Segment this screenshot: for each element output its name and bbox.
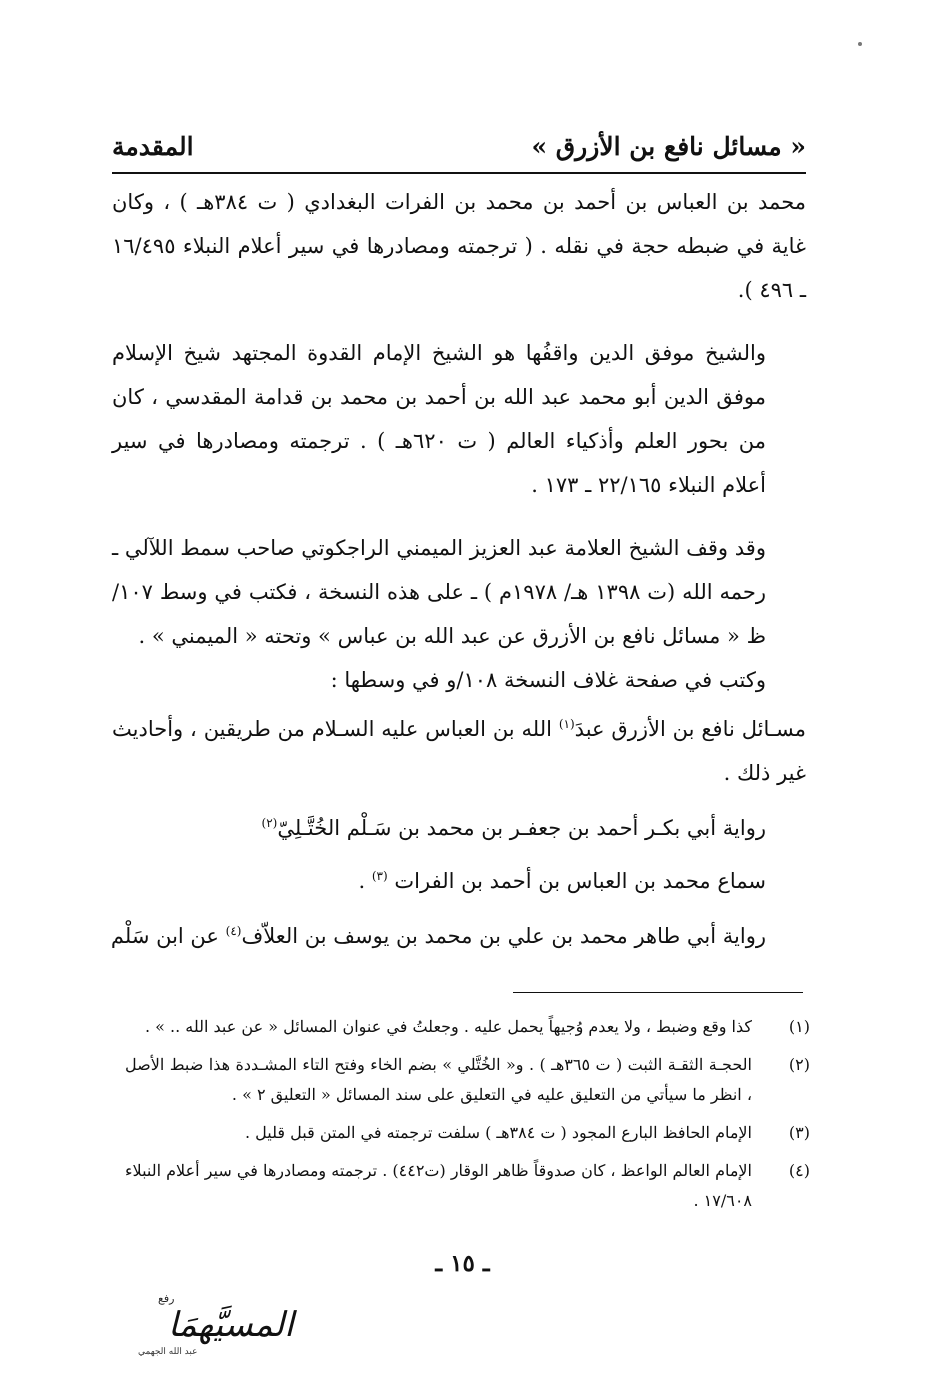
footnote-text: الحجـة الثقـة الثبت ( ت ٣٦٥هـ ) . و« الخُتَّلي » بضم الخاء وفتح التاء المشـددة هذا ضبط الأصل ، انظر ما سيأتي من التعليق عليه في التعليق على سند المسائل « التعليق ٢ » . [125,1055,753,1104]
scan-speck [858,42,862,46]
main-text [112,180,806,958]
footnote-ref-4: (٤) [225,924,242,938]
riwaya-1-text: رواية أبي بكـر أحمد بن جعفـر بن محمد بن سَـلْم الخُتَّـلِيّ [277,816,766,840]
footnote-number: (٤) [788,1161,810,1180]
footnote-number: (٣) [788,1123,810,1142]
footnote-3 [125,1118,810,1148]
samaa-text: سماع محمد بن العباس بن أحمد بن الفرات [394,869,766,893]
riwaya-line-1 [112,801,806,850]
stamp-graphic [8,1290,294,1362]
section-title: المقدمة [112,132,194,161]
cover-title [112,702,806,795]
stamp-top-text: رفع [158,1292,175,1305]
footnote-4 [125,1156,810,1216]
footnote-ref-2: (٢) [261,816,278,830]
samaa-line [112,854,806,903]
cover-title-part-1: مسـائل نافع بن الأزرق عبدَ [574,717,806,741]
samaa-end: . [358,869,372,893]
footnote-1 [125,1012,810,1042]
footnote-number: (٢) [788,1055,810,1074]
stamp-main-text: المسيَّهمَا [168,1305,294,1345]
header-rule [112,172,806,174]
uploader-stamp-logo [8,1290,294,1362]
footnote-rule [513,992,803,993]
book-title: « مسائل نافع بن الأزرق » [531,132,806,161]
running-header [112,132,806,172]
page-number: ـ ١٥ ـ [435,1250,490,1277]
riwaya-2-text: رواية أبي طاهر محمد بن علي بن محمد بن يوسف بن العلاّف [241,924,766,948]
paragraph-3: وقد وقف الشيخ العلامة عبد العزيز الميمني الراجكوتي صاحب سمط اللآلي ـ رحمه الله (ت ١٣٩٨ هـ/ ١٩٧٨م ) ـ على هذه النسخة ، فكتب في وسط ١٠٧/ظ « مسائل نافع بن الأزرق عن عبد الله بن عباس » وتحته « الميمني » . [112,536,767,648]
footnotes [125,1012,810,1224]
footnote-number: (١) [788,1017,810,1036]
paragraph-1: محمد بن العباس بن أحمد بن محمد بن الفرات البغدادي ( ت ٣٨٤هـ ) ، وكان غاية في ضبطه حجة في نقله . ( ترجمته ومصادرها في سير أعلام النبلاء ١٦/٤٩٥ ـ ٤٩٦ ). [112,190,806,302]
cover-intro: وكتب في صفحة غلاف النسخة ١٠٨/و في وسطها : [330,668,766,692]
cover-title-part-2: الله بن العباس عليه السـلام من طريقين ، وأحاديث غير ذلك . [112,717,806,785]
footnote-text: الإمام الحافظ البارع المجود ( ت ٣٨٤هـ ) سلفت ترجمته في المتن قبل قليل . [245,1123,752,1142]
footnote-2 [125,1050,810,1110]
footnote-text: الإمام العالم الواعظ ، كان صدوقاً ظاهر الوقار (ت٤٤٢) . ترجمته ومصادرها في سير أعلام النبلاء ١٧/٦٠٨ . [125,1161,752,1210]
stamp-sub-text: عبد الله الجهمي [138,1347,198,1357]
footnote-ref-1: (١) [558,717,575,731]
paragraph-2: والشيخ موفق الدين واقفُها هو الشيخ الإمام القدوة المجتهد شيخ الإسلام موفق الدين أبو محمد عبد الله بن أحمد بن محمد بن قدامة المقدسي ، كان من بحور العلم وأذكياء العالم ( ت ٦٢٠هـ ) . ترجمته ومصادرها في سير أعلام النبلاء ٢٢/١٦٥ ـ ١٧٣ . [112,341,766,497]
footnote-ref-3: (٣) [371,869,388,883]
riwaya-2-end: عن ابن سَلْم [110,924,226,948]
footnote-text: كذا وقع وضبط ، ولا يعدم وُجيهاً يحمل عليه . وجعلتُ في عنوان المسائل « عن عبد الله .. » . [144,1017,752,1036]
riwaya-line-2 [112,909,806,958]
